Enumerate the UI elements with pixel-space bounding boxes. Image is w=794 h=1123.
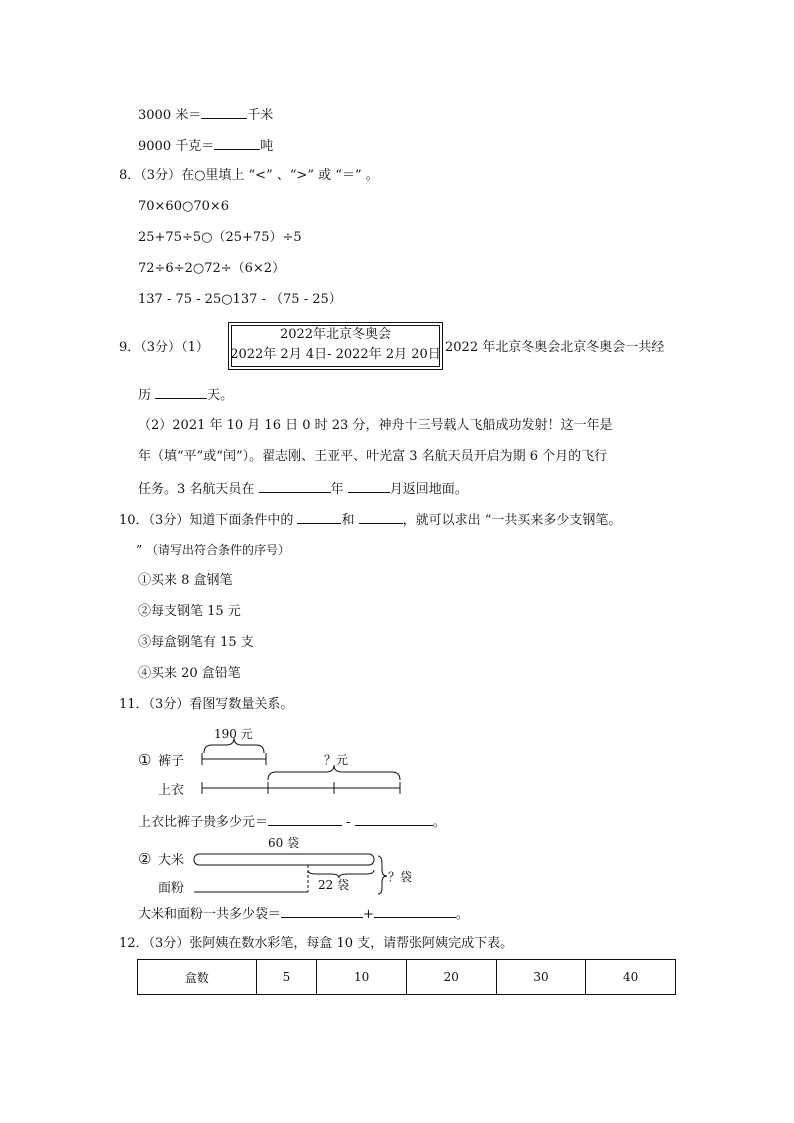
- brace-pants: [204, 738, 264, 753]
- brace-question: [268, 765, 400, 780]
- brace-diff: [308, 870, 374, 878]
- question-score: （3分）: [140, 340, 182, 355]
- q10-option-1: ①买来 8 盒钢笔: [138, 573, 233, 588]
- question-10-stem: [119, 511, 621, 529]
- q10-option-4: ④买来 20 盒铅笔: [138, 666, 241, 681]
- table-header-cell: 盒数: [138, 960, 257, 995]
- row-label-shirt: 上衣: [158, 783, 185, 798]
- conversion-unit: 千米: [247, 108, 274, 123]
- question-score: （3分）: [148, 936, 190, 951]
- question-text: ，就可以求出 “一共买来多少支钢笔。: [402, 513, 622, 528]
- answer-blank[interactable]: [268, 813, 342, 826]
- q10-option-3: ③每盒钢笔有 15 支: [138, 635, 254, 650]
- box-title: 2022年北京冬奥会: [279, 327, 392, 342]
- q8-item-4: 137 - 75 - 25○137 - （75 - 25）: [138, 292, 342, 307]
- question-8-stem: [119, 168, 379, 184]
- q11-equation-2: [138, 905, 469, 923]
- question-text: 年: [330, 482, 344, 497]
- conversion-line-2: [138, 137, 273, 155]
- question-part-label: （1）: [181, 340, 209, 355]
- table-cell: 5: [256, 960, 317, 995]
- question-text: 天。: [207, 388, 234, 403]
- question-number: 11．: [119, 697, 149, 712]
- table-cell: 20: [406, 960, 496, 995]
- equation-end: 。: [455, 907, 469, 922]
- equation-end: 。: [432, 815, 446, 830]
- conversion-line-1: [138, 106, 273, 124]
- conversion-text: 9000 千克＝: [138, 139, 215, 154]
- conversion-text: 3000 米＝: [138, 108, 202, 123]
- question-number: 9．: [119, 340, 141, 355]
- question-score: （3分）: [140, 168, 182, 183]
- answer-blank[interactable]: [155, 386, 207, 399]
- q9-part2-line-3: [138, 480, 468, 498]
- answer-blank[interactable]: [214, 137, 260, 150]
- label-question-bags: ？袋: [388, 870, 413, 884]
- label-22-bags: 22 袋: [318, 878, 350, 892]
- q9-part2-line-2: 年（填“平”或“闰”）。翟志刚、王亚平、叶光富 3 名航天员开启为期 6 个月的飞行: [138, 449, 608, 464]
- equation-operator: +: [363, 907, 374, 922]
- diagram-marker: ②: [138, 850, 152, 868]
- conversion-unit: 吨: [260, 139, 274, 154]
- box-count-table: [137, 959, 676, 995]
- label-question-yuan: ？元: [324, 753, 349, 767]
- box-dates: 2022年 2月 4日- 2022年 2月 20日: [230, 347, 441, 362]
- q8-item-3: 72÷6÷2○72÷（6×2）: [138, 261, 286, 276]
- question-number: 8．: [119, 168, 141, 183]
- q9-after-box-text: 2022 年北京冬奥会北京冬奥会一共经: [445, 340, 665, 355]
- answer-blank[interactable]: [201, 106, 247, 119]
- q8-item-1: 70×60○70×6: [138, 199, 230, 214]
- q9-part2-line-1: （2）2021 年 10 月 16 日 0 时 23 分，神舟十三号载人飞船成功发射！这一年是: [138, 418, 613, 433]
- question-text: 月返回地面。: [389, 482, 468, 497]
- equation-operator: -: [346, 815, 351, 830]
- label-190-yuan: 190 元: [214, 727, 253, 741]
- answer-blank[interactable]: [348, 480, 390, 493]
- diagram-marker: ①: [138, 751, 152, 769]
- answer-blank[interactable]: [359, 511, 403, 524]
- equation-text: 上衣比裤子贵多少元＝: [138, 815, 269, 830]
- answer-blank[interactable]: [297, 511, 341, 524]
- q11-equation-1: [138, 813, 446, 831]
- question-text: 看图写数量关系。: [189, 697, 294, 712]
- row-label-flour: 面粉: [158, 881, 185, 896]
- answer-blank[interactable]: [259, 480, 331, 493]
- question-text: 张阿姨在数水彩笔，每盒 10 支，请帮张阿姨完成下表。: [189, 936, 514, 951]
- row-label-pants: 裤子: [158, 754, 185, 769]
- question-score: （3分）: [148, 697, 190, 712]
- answer-blank[interactable]: [374, 905, 456, 918]
- brace-total: [378, 856, 387, 894]
- question-9-stem: [119, 340, 209, 356]
- answer-blank[interactable]: [355, 813, 433, 826]
- bar-rice: [194, 854, 374, 865]
- question-score: （3分）: [148, 513, 190, 528]
- question-text: 在○里填上 “<” 、“>” 或 “＝” 。: [181, 168, 379, 183]
- equation-text: 大米和面粉一共多少袋＝: [138, 907, 282, 922]
- question-text: 任务。3 名航天员在: [138, 482, 255, 497]
- question-text: 知道下面条件中的: [189, 513, 294, 528]
- table-cell: 40: [586, 960, 676, 995]
- q9-line-2: [138, 386, 233, 404]
- q8-item-2: 25+75÷5○（25+75）÷5: [138, 230, 302, 245]
- table-cell: 30: [496, 960, 586, 995]
- olympics-date-box: [228, 322, 443, 370]
- q10-line-2: ” （请写出符合条件的序号）: [136, 543, 290, 557]
- question-11-stem: [119, 697, 293, 713]
- label-60-bags: 60 袋: [268, 836, 300, 850]
- answer-blank[interactable]: [281, 905, 363, 918]
- row-label-rice: 大米: [158, 853, 185, 868]
- question-number: 12．: [119, 936, 149, 951]
- q10-option-2: ②每支钢笔 15 元: [138, 604, 241, 619]
- table-cell: 10: [317, 960, 407, 995]
- pants-shirt-diagram: [130, 720, 420, 805]
- question-number: 10．: [119, 513, 149, 528]
- question-text: 和: [341, 513, 355, 528]
- table-row: [138, 960, 676, 995]
- question-text: 历: [138, 388, 152, 403]
- rice-flour-diagram: [130, 834, 430, 902]
- question-12-stem: [119, 936, 513, 952]
